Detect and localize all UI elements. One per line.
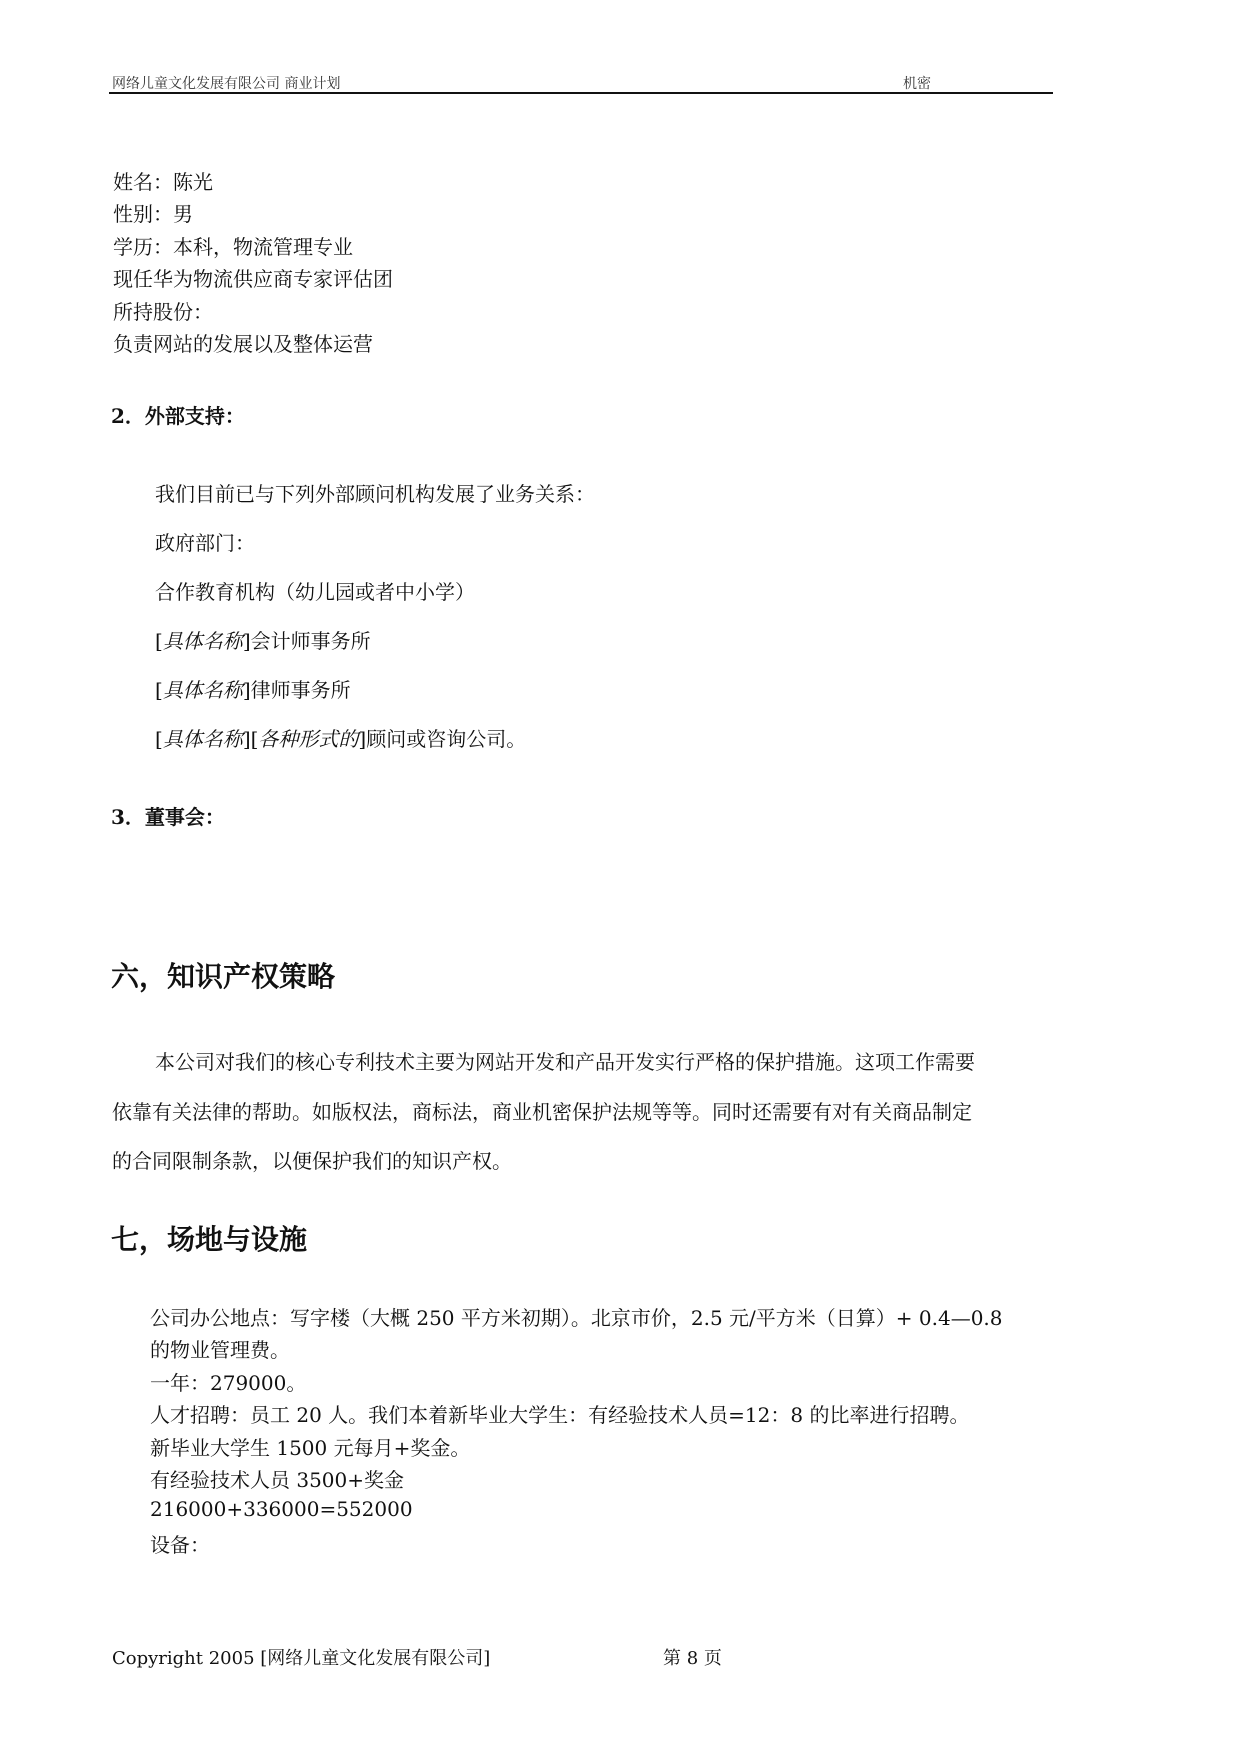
profile-duty: 负责网站的发展以及整体运营 [113, 332, 373, 356]
profile-name: 姓名：陈光 [113, 170, 213, 194]
footer-copyright: Copyright 2005 [网络儿童文化发展有限公司] [112, 1648, 491, 1669]
section-facilities-heading: 七，场地与设施 [111, 1223, 308, 1256]
footer-page-number: 第 8 页 [663, 1648, 722, 1669]
header-divider [109, 92, 1053, 94]
profile-education: 学历：本科，物流管理专业 [113, 235, 353, 259]
placeholder-forms: 各种形式的 [258, 727, 359, 751]
external-support-education: 合作教育机构（幼儿园或者中小学） [155, 580, 475, 604]
placeholder-name: 具体名称 [162, 629, 243, 653]
facilities-line-4: 人才招聘：员工 20 人。我们本着新毕业大学生：有经验技术人员=12：8 的比率进行招聘。 [150, 1403, 970, 1427]
bracket-close: ] [242, 678, 251, 702]
bracket-close: ] [358, 727, 367, 751]
law-firm-text: 律师事务所 [250, 678, 351, 702]
external-support-accounting [155, 625, 371, 654]
ip-strategy-line-2: 依靠有关法律的帮助。如版权法，商标法，商业机密保护法规等等。同时还需要有对有关商品制定 [112, 1100, 972, 1124]
bracket-close: ] [242, 629, 251, 653]
profile-gender: 性别：男 [113, 202, 193, 226]
bracket-open: [ [155, 678, 163, 702]
facilities-line-8: 设备： [150, 1533, 210, 1557]
bracket-open: [ [155, 629, 163, 653]
bracket-middle: ][ [242, 727, 259, 751]
facilities-line-5: 新毕业大学生 1500 元每月+奖金。 [150, 1436, 471, 1460]
facilities-line-1: 公司办公地点：写字楼（大概 250 平方米初期）。北京市价，2.5 元/平方米（日算）+ 0.4—0.8 [150, 1306, 1003, 1330]
external-support-intro: 我们目前已与下列外部顾问机构发展了业务关系： [155, 482, 595, 506]
header-confidential-label: 机密 [903, 76, 931, 92]
section-ip-strategy-heading: 六，知识产权策略 [111, 960, 336, 993]
external-support-consulting [155, 723, 526, 752]
accounting-firm-text: 会计师事务所 [250, 629, 371, 653]
section-board-heading: 3．董事会： [111, 805, 225, 829]
facilities-line-3: 一年：279000。 [150, 1371, 307, 1395]
section-external-support-heading: 2．外部支持： [111, 404, 245, 428]
profile-shares: 所持股份： [113, 300, 213, 324]
facilities-line-7: 216000+336000=552000 [150, 1497, 413, 1521]
external-support-law [155, 674, 351, 703]
facilities-line-2: 的物业管理费。 [150, 1338, 290, 1362]
consulting-firm-text: 顾问或咨询公司。 [366, 727, 527, 751]
header-company-title: 网络儿童文化发展有限公司 商业计划 [112, 76, 341, 92]
placeholder-name: 具体名称 [162, 678, 243, 702]
bracket-open: [ [155, 727, 163, 751]
external-support-government: 政府部门： [155, 531, 255, 555]
facilities-line-6: 有经验技术人员 3500+奖金 [150, 1468, 405, 1492]
ip-strategy-line-1: 本公司对我们的核心专利技术主要为网站开发和产品开发实行严格的保护措施。这项工作需要 [155, 1050, 975, 1074]
placeholder-name: 具体名称 [162, 727, 243, 751]
profile-position: 现任华为物流供应商专家评估团 [113, 267, 393, 291]
ip-strategy-line-3: 的合同限制条款，以便保护我们的知识产权。 [112, 1149, 512, 1173]
